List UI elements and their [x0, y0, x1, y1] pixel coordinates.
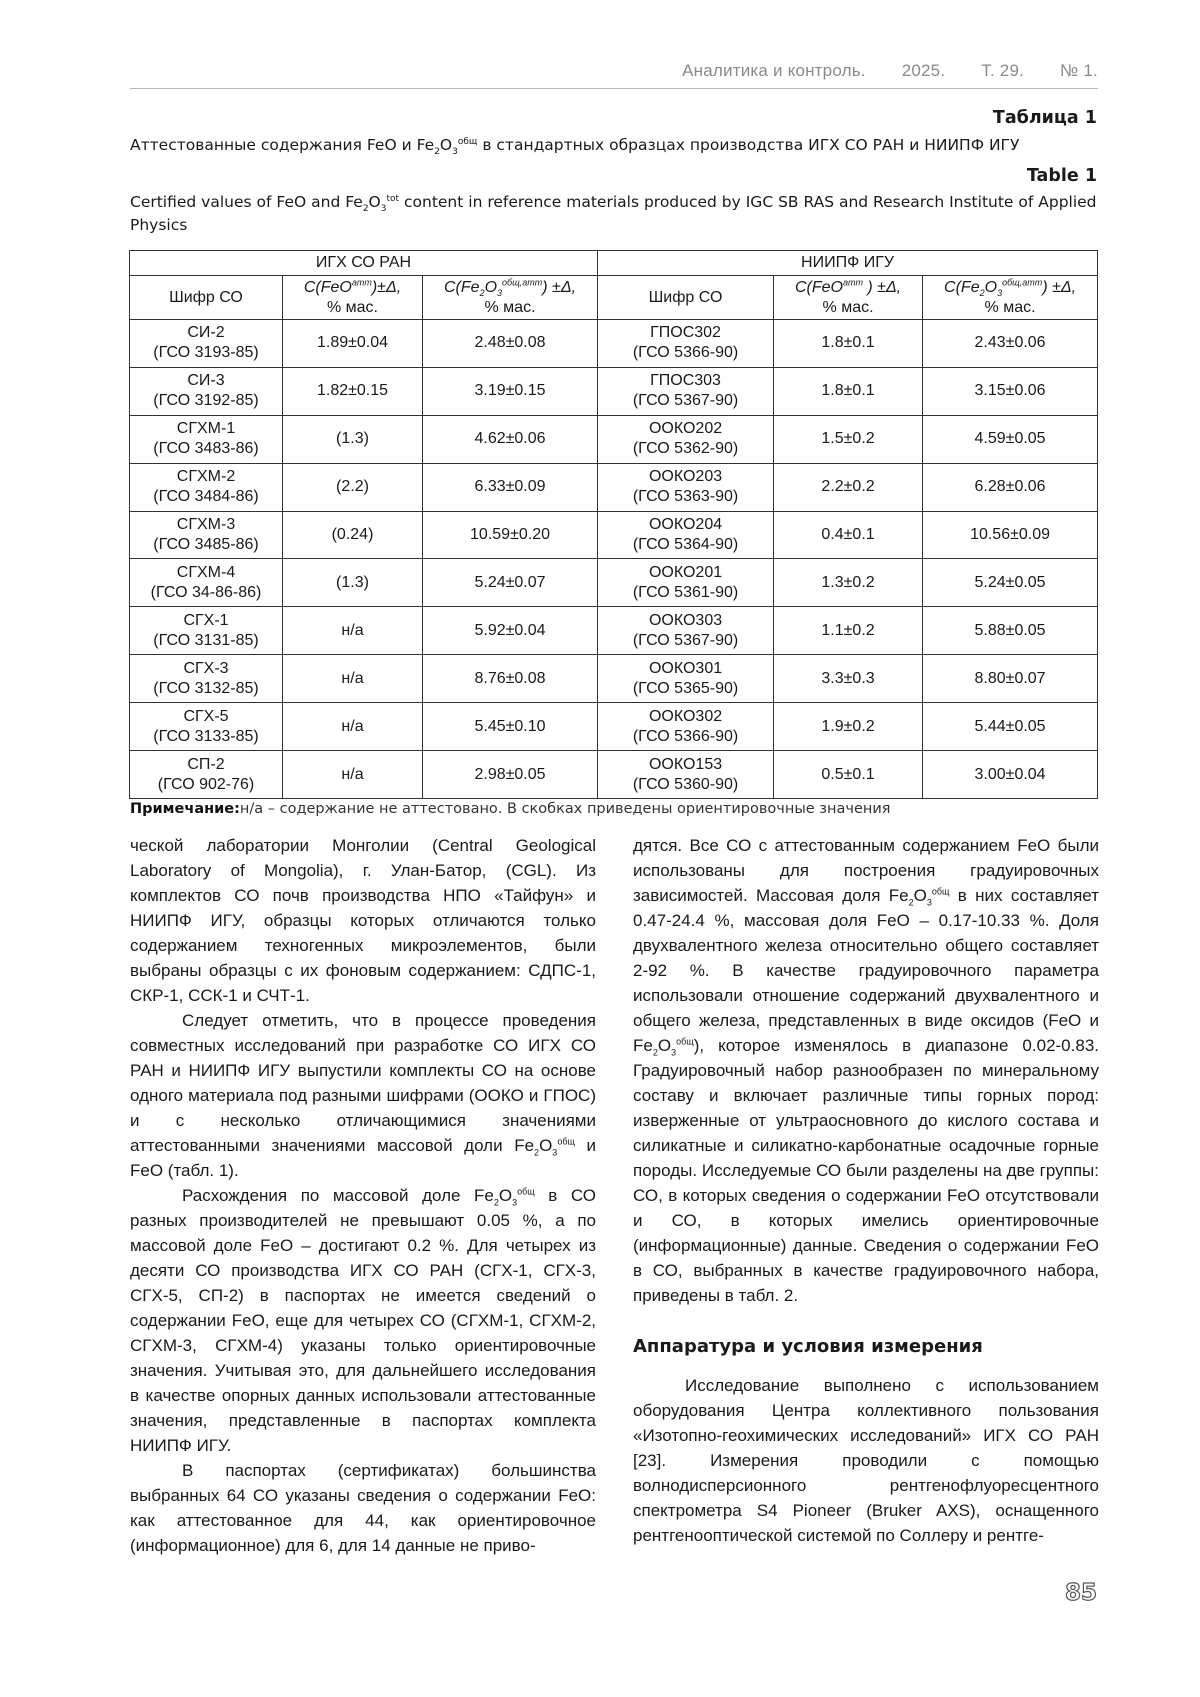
cell-value: (1.3): [336, 573, 369, 591]
code-cell: [130, 463, 283, 511]
fe2o3-cell: [423, 463, 598, 511]
code-cell: [130, 511, 283, 559]
fe2o3-cell: [423, 607, 598, 655]
cell-value: 3.3±0.3: [821, 669, 875, 687]
feo-cell: [774, 607, 923, 655]
fe2o3-cell: [423, 703, 598, 751]
fe2o3-cell: [423, 367, 598, 415]
feo-cell: [283, 559, 423, 607]
feo-cell: [283, 703, 423, 751]
feo-cell: [774, 463, 923, 511]
table-title-ru: Аттестованные содержания FeO и $Fe_2O_3^{общ}$ в стандартных образцах производства ИГХ СО РАН и НИИПФ ИГУ: [130, 136, 1020, 158]
col-header-code: Шифр СО: [130, 276, 283, 320]
table-number-ru: Таблица 1: [992, 108, 1097, 128]
cell-value: ООКО153: [648, 755, 723, 773]
code-cell: [130, 751, 283, 799]
paragraph: Следует отметить, что в процессе проведения совместных исследований при разработке СО ИГХ СО РАН и НИИПФ ИГУ выпустили комплекты СО на основе одного материала под разными шифрами (ООКО и ГПОС) и с несколько отличающимися значениями аттестованными значениями массовой доли $Fe_2O_3^{общ}$ и FeO (табл. 1).: [130, 1011, 596, 1180]
feo-cell: [283, 751, 423, 799]
journal-volume: Т. 29.: [981, 61, 1025, 80]
cell-value: 1.89±0.04: [316, 334, 389, 352]
reference-materials-table: [129, 250, 1098, 799]
table-title-en: Certified values of FeO and $Fe_2O_3^{tot}$ content in reference materials produced by IGC SB RAS and Research Institute of Applied Physics: [130, 193, 1097, 234]
cell-value: ГПОС302: [650, 324, 721, 342]
fe2o3-cell: [423, 511, 598, 559]
cell-value: 2.2±0.2: [821, 478, 875, 496]
code-cell: [598, 607, 774, 655]
cell-value: ООКО303: [648, 611, 723, 629]
feo-cell: [283, 607, 423, 655]
gso-number: (ГСО 3133-85): [153, 727, 259, 745]
code-cell: [130, 607, 283, 655]
cell-value: 3.00±0.04: [974, 765, 1046, 783]
feo-cell: [283, 655, 423, 703]
cell-value: 0.4±0.1: [821, 526, 875, 543]
cell-value: 1.82±0.15: [316, 382, 389, 400]
gso-number: (ГСО 5363-90): [632, 488, 739, 506]
col-header-code: Шифр СО: [598, 276, 774, 320]
journal-issue: № 1.: [1060, 61, 1098, 80]
gso-number: (ГСО 5365-90): [632, 679, 739, 697]
note-text: н/а – содержание не аттестовано. В скобках приведены ориентировочные значения: [239, 801, 891, 817]
cell-value: 3.19±0.15: [474, 382, 546, 400]
cell-value: 2.48±0.08: [474, 334, 546, 352]
cell-value: 1.1±0.2: [821, 621, 875, 639]
cell-value: 6.33±0.09: [474, 478, 546, 496]
cell-value: (2.2): [336, 478, 369, 496]
cell-value: 2.43±0.06: [974, 334, 1046, 352]
table-note: [130, 801, 891, 817]
cell-value: ООКО203: [648, 468, 723, 486]
journal-year: 2025.: [901, 61, 946, 80]
feo-cell: [774, 511, 923, 559]
cell-value: 1.8±0.1: [821, 382, 875, 400]
cell-value: СГХМ-4: [176, 563, 236, 581]
col-header-fe2o3: $C(Fe_2O_3^{общ,атт}) \pm\Delta$, % мас.: [423, 276, 598, 320]
cell-value: СП-2: [187, 755, 225, 773]
cell-value: 2.98±0.05: [474, 765, 546, 783]
section-heading: Аппаратура и условия измерения: [633, 1336, 983, 1357]
cell-value: ООКО301: [648, 659, 723, 677]
gso-number: (ГСО 5364-90): [632, 536, 739, 553]
code-cell: [598, 655, 774, 703]
code-cell: [130, 559, 283, 607]
cell-value: СГХ-5: [183, 707, 229, 725]
feo-cell: [283, 367, 423, 415]
gso-number: (ГСО 3131-85): [153, 631, 259, 649]
fe2o3-cell: [923, 415, 1098, 463]
cell-value: СГХМ-1: [176, 420, 236, 438]
cell-value: 3.15±0.06: [974, 382, 1046, 400]
cell-value: 5.88±0.05: [974, 621, 1046, 639]
table-row: [130, 607, 1098, 655]
cell-value: 5.24±0.07: [474, 573, 546, 591]
fe2o3-cell: [423, 415, 598, 463]
table-row: [130, 415, 1098, 463]
cell-value: ООКО201: [648, 563, 723, 581]
cell-value: н/а: [341, 765, 364, 783]
cell-value: ГПОС303: [650, 372, 721, 390]
code-cell: [598, 751, 774, 799]
cell-value: н/а: [341, 621, 364, 639]
fe2o3-cell: [923, 463, 1098, 511]
code-cell: [130, 367, 283, 415]
cell-value: ООКО302: [648, 707, 723, 725]
cell-value: СИ-2: [187, 324, 225, 342]
cell-value: 4.62±0.06: [474, 430, 546, 448]
feo-cell: [774, 655, 923, 703]
table-row: [130, 367, 1098, 415]
table-row: [130, 463, 1098, 511]
cell-value: СГХ-1: [183, 611, 229, 629]
cell-value: ООКО202: [648, 420, 723, 438]
fe2o3-cell: [923, 607, 1098, 655]
gso-number: (ГСО 5366-90): [632, 344, 739, 362]
table-row: [130, 703, 1098, 751]
cell-value: 10.56±0.09: [970, 526, 1051, 543]
gso-number: (ГСО 3484-86): [153, 488, 259, 506]
cell-value: СИ-3: [187, 372, 225, 390]
paragraph: В паспортах (сертификатах) большинства выбранных 64 СО указаны сведения о содержании FeO: как аттестованное для 44, как ориентировочное (информационное) для 6, для 14 данные не приво-: [130, 1461, 596, 1555]
journal-name: Аналитика и контроль.: [682, 61, 866, 80]
cell-value: 10.59±0.20: [470, 526, 550, 543]
cell-value: 5.24±0.05: [974, 573, 1046, 591]
table-row: [130, 320, 1098, 368]
cell-value: 1.3±0.2: [821, 573, 875, 591]
cell-value: 5.92±0.04: [474, 621, 546, 639]
feo-cell: [774, 751, 923, 799]
cell-value: н/а: [341, 669, 364, 687]
left-column: [130, 833, 596, 1558]
code-cell: [130, 703, 283, 751]
code-cell: [598, 511, 774, 559]
group-header-niipf: НИИПФ ИГУ: [598, 251, 1098, 276]
gso-number: (ГСО 3192-85): [153, 392, 259, 410]
table-row: [130, 655, 1098, 703]
cell-value: 6.28±0.06: [974, 478, 1046, 496]
feo-cell: [774, 320, 923, 368]
gso-number: (ГСО 5367-90): [632, 392, 739, 410]
cell-value: ООКО204: [648, 516, 723, 533]
cell-value: 1.9±0.2: [821, 717, 875, 735]
cell-value: 5.45±0.10: [474, 717, 546, 735]
table-number-en: Table 1: [1026, 166, 1097, 186]
gso-number: (ГСО 902-76): [157, 775, 255, 793]
paragraph: Расхождения по массовой доле $Fe_2O_3^{общ}$ в СО разных производителей не превышают 0.05 %, а по массовой доле FeO – достигают 0.2 %. Для четырех из десяти СО производства ИГХ СО РАН (СГХ-1, СГХ-3, СГХ-5, СП-2) в паспортах не имеется сведений о содержании FeO, еще для четырех СО (СГХМ-1, СГХМ-2, СГХМ-3, СГХМ-4) указаны только ориентировочные значения. Учитывая это, для дальнейшего исследования в качестве опорных данных использовали аттестованные значения, представленные в паспортах комплекта НИИПФ ИГУ.: [130, 1186, 596, 1455]
cell-value: СГХМ-2: [176, 468, 236, 486]
gso-number: (ГСО 3483-86): [153, 440, 259, 458]
fe2o3-cell: [923, 655, 1098, 703]
page-number: 85: [1064, 1580, 1097, 1606]
code-cell: [130, 655, 283, 703]
gso-number: (ГСО 3485-86): [153, 536, 259, 553]
cell-value: 8.76±0.08: [474, 669, 546, 687]
fe2o3-cell: [423, 320, 598, 368]
feo-cell: [774, 559, 923, 607]
gso-number: (ГСО 5362-90): [632, 440, 739, 458]
fe2o3-cell: [923, 703, 1098, 751]
running-header: [130, 54, 1098, 89]
gso-number: (ГСО 5367-90): [632, 631, 739, 649]
cell-value: 1.5±0.2: [821, 430, 875, 448]
table-row: [130, 559, 1098, 607]
cell-value: СГХ-3: [183, 659, 229, 677]
feo-cell: [283, 463, 423, 511]
code-cell: [598, 320, 774, 368]
code-cell: [598, 559, 774, 607]
fe2o3-cell: [423, 751, 598, 799]
code-cell: [598, 367, 774, 415]
fe2o3-cell: [923, 511, 1098, 559]
gso-number: (ГСО 3193-85): [153, 344, 259, 362]
fe2o3-cell: [923, 320, 1098, 368]
code-cell: [130, 415, 283, 463]
paragraph: дятся. Все СО с аттестованным содержанием FeO были использованы для построения градуировочных зависимостей. Массовая доля $Fe_2O_3^{общ}$ в них составляет 0.47-24.4 %, массовая доля FeO – 0.17-10.33 %. Доля двухвалентного железа относительно общего составляет 2-92 %. В качестве градуировочного параметра использовали отношение содержаний двухвалентного и общего железа, представленных в виде оксидов (FeO и $Fe_2O_3^{общ}$), которое изменялось в диапазоне 0.02-0.83. Градуировочный набор разнообразен по минеральному составу и включает различные типы горных пород: изверженные от ультраосновного до кислого состава и силикатные и силикатно-карбонатные осадочные горные породы. Исследуемые СО были разделены на две группы: СО, в которых сведения о содержании FeO отсутствовали и СО, в которых имелись ориентировочные (информационные) данные. Сведения о содержании FeO в СО, выбранных в качестве градуировочного набора, приведены в табл. 2.: [633, 836, 1099, 1305]
fe2o3-cell: [423, 655, 598, 703]
cell-value: (1.3): [336, 430, 369, 448]
cell-value: (0.24): [331, 526, 374, 543]
group-header-igc: ИГХ СО РАН: [130, 251, 598, 276]
feo-cell: [774, 415, 923, 463]
paragraph: ческой лаборатории Монголии (Central Geological Laboratory of Mongolia), г. Улан-Батор, (CGL). Из комплектов СО почв производства НПО «Тайфун» и НИИПФ ИГУ, образцы которых отличаются только содержанием техногенных микроэлементов, были выбраны образцы с их фоновым содержанием: СДПС-1, СКР-1, ССК-1 и СЧТ-1.: [130, 836, 596, 1005]
cell-value: 0.5±0.1: [821, 765, 875, 783]
cell-value: н/а: [341, 717, 364, 735]
fe2o3-cell: [423, 559, 598, 607]
feo-cell: [283, 511, 423, 559]
paragraph: Исследование выполнено с использованием оборудования Центра коллективного пользования «Изотопно-геохимических исследований» ИГХ СО РАН [23]. Измерения проводили с помощью волнодисперсионного рентгенофлуоресцентного спектрометра S4 Pioneer (Bruker AXS), оснащенного рентгенооптической системой по Соллеру и рентге-: [633, 1376, 1099, 1545]
fe2o3-cell: [923, 559, 1098, 607]
feo-cell: [283, 320, 423, 368]
gso-number: (ГСО 5366-90): [632, 727, 739, 745]
note-label: Примечание:: [130, 801, 240, 817]
table-row: [130, 751, 1098, 799]
col-header-fe2o3: $C(Fe_2O_3^{общ,атт}) \pm\Delta$, % мас.: [923, 276, 1098, 320]
fe2o3-cell: [923, 367, 1098, 415]
col-header-feo: C(FeO$^{атт}$ ) ±Δ, % мас.: [774, 276, 923, 320]
feo-cell: [774, 367, 923, 415]
feo-cell: [283, 415, 423, 463]
cell-value: СГХМ-3: [176, 516, 236, 533]
right-column: [633, 833, 1099, 1548]
gso-number: (ГСО 34-86-86): [150, 583, 262, 601]
cell-value: 1.8±0.1: [821, 334, 875, 352]
gso-number: (ГСО 5361-90): [632, 583, 739, 601]
code-cell: [598, 703, 774, 751]
col-header-feo: C(FeO$^{атт}$)±Δ, % мас.: [283, 276, 423, 320]
gso-number: (ГСО 5360-90): [632, 775, 739, 793]
fe2o3-cell: [923, 751, 1098, 799]
code-cell: [598, 463, 774, 511]
cell-value: 5.44±0.05: [974, 717, 1046, 735]
cell-value: 8.80±0.07: [974, 669, 1046, 687]
table-row: [130, 511, 1098, 559]
gso-number: (ГСО 3132-85): [153, 679, 259, 697]
cell-value: 4.59±0.05: [974, 430, 1046, 448]
code-cell: [130, 320, 283, 368]
feo-cell: [774, 703, 923, 751]
code-cell: [598, 415, 774, 463]
